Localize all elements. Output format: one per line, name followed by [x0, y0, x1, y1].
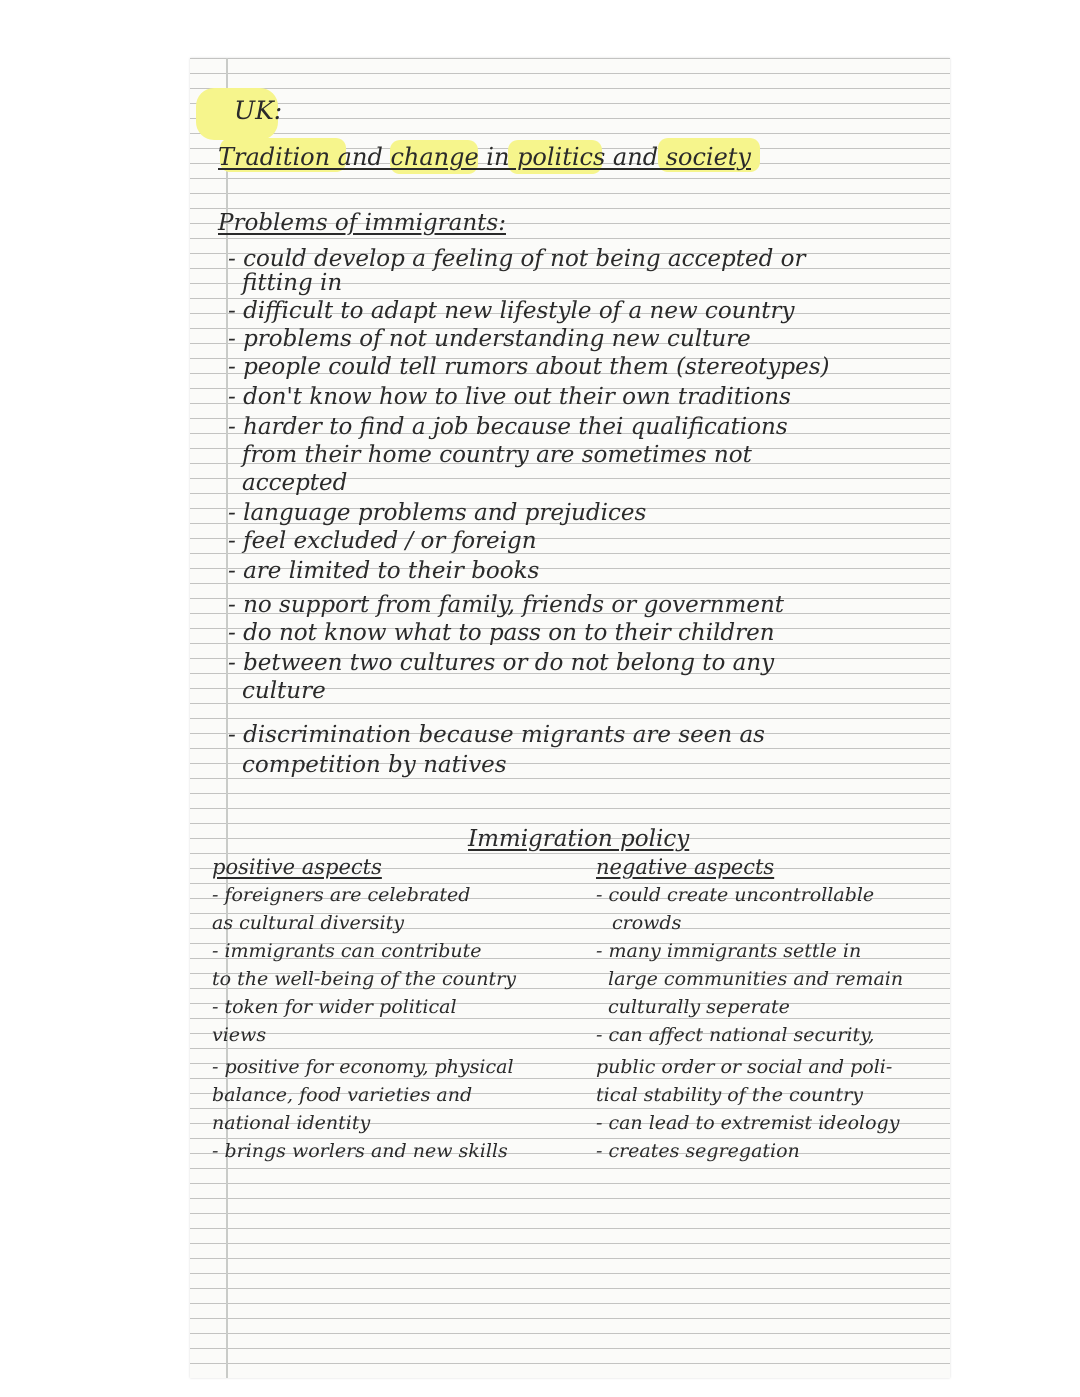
problem-line: - people could tell rumors about them (stereotypes) — [228, 354, 830, 380]
positive-line: - immigrants can contribute — [212, 940, 482, 962]
negative-line: crowds — [612, 912, 682, 934]
problems-heading: Problems of immigrants: — [218, 210, 506, 236]
negative-line: public order or social and poli- — [596, 1056, 893, 1078]
positive-line: - positive for economy, physical — [212, 1056, 514, 1078]
positive-line: to the well-being of the country — [212, 968, 516, 990]
problem-line: - between two cultures or do not belong to any — [228, 650, 775, 676]
negative-line: tical stability of the country — [596, 1084, 863, 1106]
negative-line: culturally seperate — [608, 996, 790, 1018]
negative-line: - could create uncontrollable — [596, 884, 875, 906]
problem-line: - discrimination because migrants are seen as — [228, 722, 765, 748]
problem-line: accepted — [242, 470, 348, 496]
negative-line: large communities and remain — [608, 968, 904, 990]
policy-heading: Immigration policy — [468, 826, 690, 852]
problem-line: culture — [242, 678, 326, 704]
positive-heading: positive aspects — [212, 855, 382, 879]
problem-line: - could develop a feeling of not being accepted or — [228, 246, 806, 272]
problem-line: - harder to find a job because thei qualifications — [228, 414, 788, 440]
title-country: UK: — [234, 96, 283, 125]
positive-line: balance, food varieties and — [212, 1084, 473, 1106]
problem-line: - are limited to their books — [228, 558, 540, 584]
problem-line: - language problems and prejudices — [228, 500, 647, 526]
negative-line: - can affect national security, — [596, 1024, 875, 1046]
positive-line: views — [212, 1024, 267, 1046]
negative-line: - creates segregation — [596, 1140, 800, 1162]
positive-line: - foreigners are celebrated — [212, 884, 471, 906]
problem-line: - feel excluded / or foreign — [228, 528, 537, 554]
problem-line: - do not know what to pass on to their children — [228, 620, 775, 646]
negative-line: - many immigrants settle in — [596, 940, 862, 962]
positive-line: as cultural diversity — [212, 912, 404, 934]
title-topic: Tradition and change in politics and society — [218, 143, 751, 171]
negative-line: - can lead to extremist ideology — [596, 1112, 900, 1134]
positive-line: - brings worlers and new skills — [212, 1140, 508, 1162]
positive-line: national identity — [212, 1112, 371, 1134]
problem-line: - no support from family, friends or government — [228, 592, 785, 618]
problem-line: from their home country are sometimes not — [242, 442, 752, 468]
problem-line: - difficult to adapt new lifestyle of a new country — [228, 298, 795, 324]
problem-line: - problems of not understanding new culture — [228, 326, 751, 352]
notebook-page — [190, 58, 950, 1378]
problem-line: - don't know how to live out their own traditions — [228, 384, 791, 410]
negative-heading: negative aspects — [596, 855, 775, 879]
problem-line: competition by natives — [242, 752, 507, 778]
problem-line: fitting in — [242, 270, 343, 296]
positive-line: - token for wider political — [212, 996, 457, 1018]
